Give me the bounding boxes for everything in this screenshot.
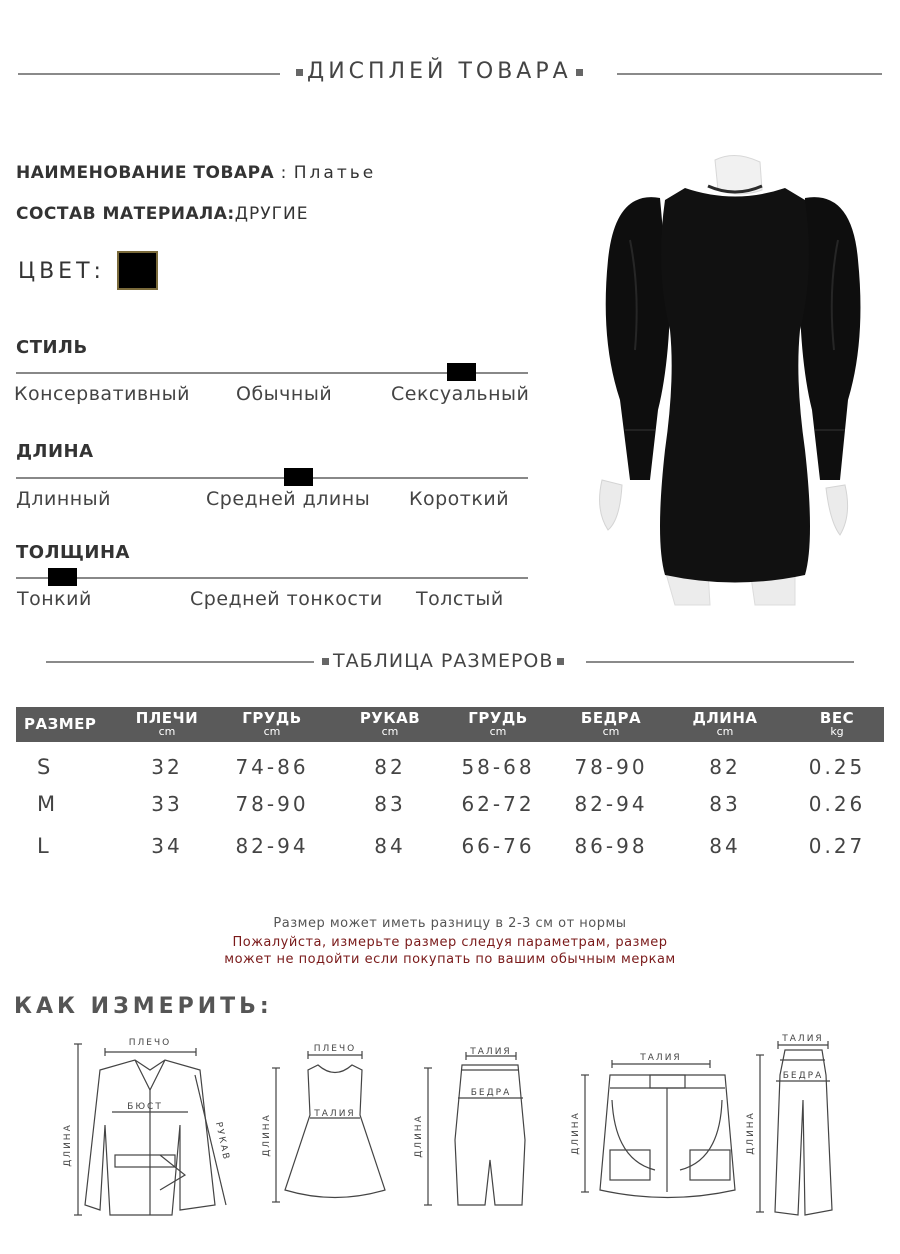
size-column-header: РАЗМЕР <box>24 715 97 733</box>
scale-option: Тонкий <box>17 588 92 610</box>
scale-option: Короткий <box>409 488 510 510</box>
color-label: ЦВЕТ: <box>18 259 105 284</box>
coat-bust-label: БЮСТ <box>127 1102 163 1112</box>
scale-title: ДЛИНА <box>16 441 94 462</box>
skirt-diagram <box>424 1052 525 1205</box>
scale-option: Средней длины <box>206 488 371 510</box>
mini-skirt-waist-label: ТАЛИЯ <box>640 1053 682 1063</box>
size-note: Размер может иметь разницу в 2-3 см от нормы <box>273 916 627 931</box>
scale-option: Сексуальный <box>391 383 530 405</box>
bullet-square-icon <box>296 69 303 76</box>
product-name-value: Платье <box>293 163 377 183</box>
bullet-square-icon <box>576 69 583 76</box>
scale-option: Обычный <box>236 383 333 405</box>
column-header-label: ВЕС <box>819 709 855 727</box>
scale-track <box>16 477 528 479</box>
column-header-label: ПЛЕЧИ <box>135 709 199 727</box>
measure-warning-line2: может не подойти если покупать по вашим обычным меркам <box>224 952 676 967</box>
product-name-row <box>16 163 376 183</box>
column-header <box>675 707 775 742</box>
column-header-label: БЕДРА <box>580 709 642 727</box>
column-header-label: ГРУДЬ <box>468 709 528 727</box>
column-header-unit: kg <box>830 725 844 738</box>
mini-skirt-length-label: ДЛИНА <box>571 1111 581 1155</box>
trousers-length-label: ДЛИНА <box>746 1111 756 1155</box>
measure-warning-line1: Пожалуйста, измерьте размер следуя параметрам, размер <box>232 935 668 950</box>
column-header-label: РУКАВ <box>359 709 421 727</box>
table-cell: 78-90 <box>235 792 309 816</box>
table-cell: 34 <box>151 834 183 858</box>
column-header-label: ГРУДЬ <box>242 709 302 727</box>
header-rule-right <box>617 73 882 75</box>
display-section-title <box>292 59 587 84</box>
coat-shoulder-label: ПЛЕЧО <box>128 1038 172 1048</box>
column-header <box>222 707 322 742</box>
table-cell: 82 <box>374 755 406 779</box>
column-header <box>340 707 440 742</box>
measurement-diagrams <box>0 1030 900 1250</box>
scale-marker <box>284 468 313 486</box>
scale-option: Средней тонкости <box>190 588 383 610</box>
size-header-rule-right <box>586 661 854 663</box>
column-header-label: ДЛИНА <box>692 709 758 727</box>
product-photo <box>590 150 880 610</box>
column-header <box>117 707 217 742</box>
skirt-waist-label: ТАЛИЯ <box>470 1047 512 1057</box>
column-header-unit: cm <box>381 725 399 738</box>
display-section-title-text: ДИСПЛЕЙ ТОВАРА <box>307 59 572 84</box>
trousers-diagram <box>756 1041 832 1215</box>
table-cell: 58-68 <box>461 755 535 779</box>
dress-diagram <box>272 1051 385 1202</box>
table-cell: 62-72 <box>461 792 535 816</box>
table-cell: 33 <box>151 792 183 816</box>
column-header-unit: cm <box>158 725 176 738</box>
size-cell: M <box>37 792 56 816</box>
table-cell: 82-94 <box>574 792 648 816</box>
how-to-measure-title: КАК ИЗМЕРИТЬ: <box>14 994 273 1019</box>
product-name-separator: : <box>280 163 288 183</box>
coat-diagram <box>74 1044 226 1215</box>
table-cell: 83 <box>709 792 741 816</box>
table-cell: 0.27 <box>808 834 866 858</box>
table-cell: 0.25 <box>808 755 866 779</box>
scale-marker <box>447 363 476 381</box>
product-name-label: НАИМЕНОВАНИЕ ТОВАРА <box>16 163 275 183</box>
scale-option: Толстый <box>416 588 504 610</box>
scale-option: Длинный <box>16 488 112 510</box>
size-cell: L <box>37 834 49 858</box>
size-cell: S <box>37 755 51 779</box>
material-row <box>16 204 308 224</box>
column-header-unit: cm <box>489 725 507 738</box>
table-cell: 84 <box>374 834 406 858</box>
mini-skirt-diagram <box>581 1060 735 1198</box>
column-header-unit: cm <box>602 725 620 738</box>
material-value: ДРУГИЕ <box>234 204 309 224</box>
skirt-hips-label: БЕДРА <box>470 1088 512 1098</box>
scale-track <box>16 577 528 579</box>
dress-length-label: ДЛИНА <box>262 1113 272 1157</box>
table-cell: 0.26 <box>808 792 866 816</box>
skirt-length-label: ДЛИНА <box>414 1114 424 1158</box>
table-cell: 83 <box>374 792 406 816</box>
table-cell: 74-86 <box>235 755 309 779</box>
material-label: СОСТАВ МАТЕРИАЛА: <box>16 204 235 224</box>
table-cell: 78-90 <box>574 755 648 779</box>
table-cell: 82-94 <box>235 834 309 858</box>
column-header-unit: cm <box>716 725 734 738</box>
size-section-title-text: ТАБЛИЦА РАЗМЕРОВ <box>333 650 554 672</box>
bullet-square-icon <box>322 658 329 665</box>
scale-title: СТИЛЬ <box>16 337 88 358</box>
coat-sleeve-label: РУКАВ <box>212 1121 231 1163</box>
dress-waist-label: ТАЛИЯ <box>314 1109 356 1119</box>
coat-length-label: ДЛИНА <box>63 1123 73 1167</box>
column-header <box>561 707 661 742</box>
column-header-unit: cm <box>263 725 281 738</box>
table-cell: 84 <box>709 834 741 858</box>
dress-shoulder-label: ПЛЕЧО <box>313 1044 357 1054</box>
size-section-title <box>318 650 568 672</box>
size-table-header <box>16 707 884 742</box>
column-header <box>448 707 548 742</box>
header-rule-left <box>18 73 280 75</box>
scale-option: Консервативный <box>14 383 190 405</box>
table-cell: 66-76 <box>461 834 535 858</box>
scale-marker <box>48 568 77 586</box>
color-swatch <box>117 251 158 290</box>
trousers-waist-label: ТАЛИЯ <box>782 1034 824 1044</box>
table-cell: 86-98 <box>574 834 648 858</box>
scale-title: ТОЛЩИНА <box>16 542 130 563</box>
table-cell: 32 <box>151 755 183 779</box>
trousers-hips-label: БЕДРА <box>782 1071 824 1081</box>
table-cell: 82 <box>709 755 741 779</box>
bullet-square-icon <box>557 658 564 665</box>
size-header-rule-left <box>46 661 314 663</box>
column-header <box>787 707 887 742</box>
